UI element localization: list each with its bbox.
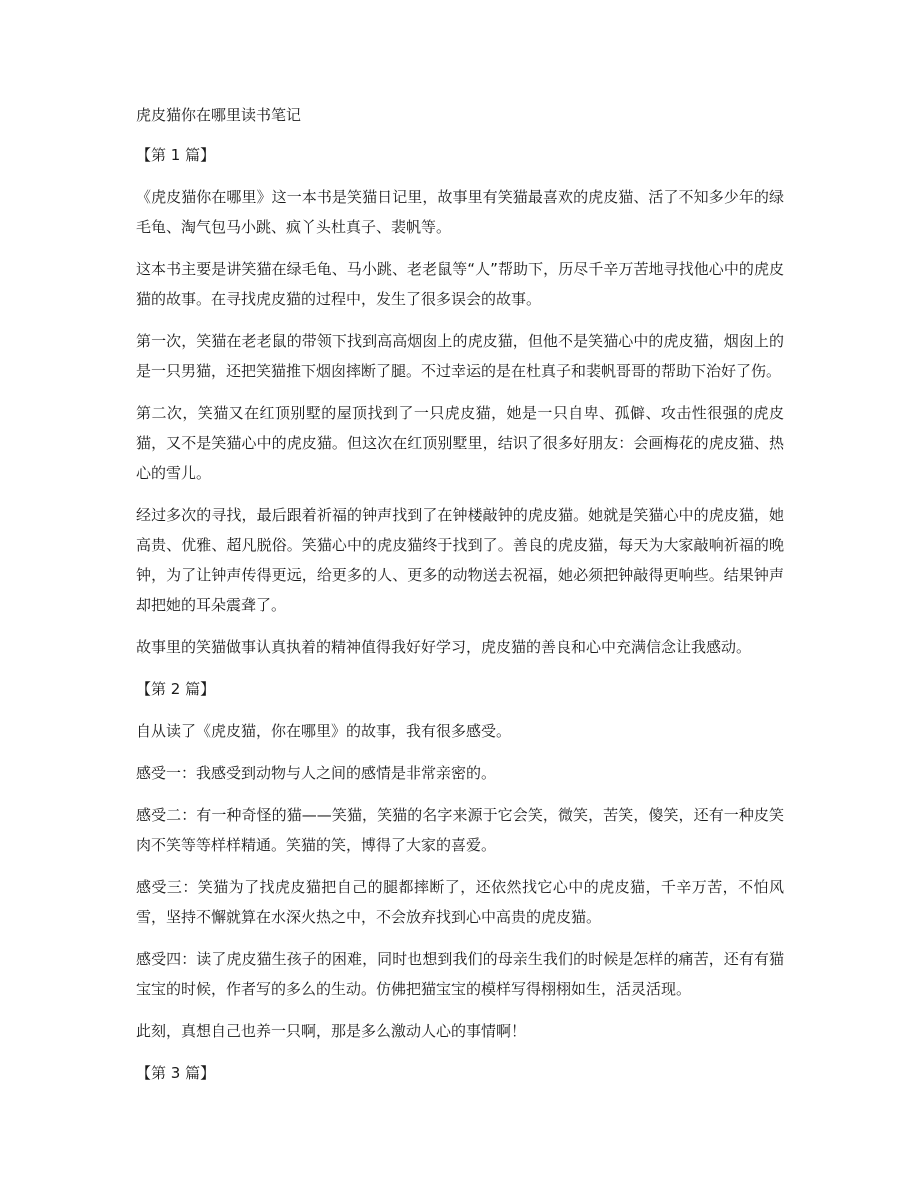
paragraph: 感受四：读了虎皮猫生孩子的困难，同时也想到我们的母亲生我们的时候是怎样的痛苦，还有有猫宝宝的时候，作者写的多么的生动。仿佛把猫宝宝的模样写得栩栩如生，活灵活现。 xyxy=(136,950,784,998)
section-1-heading: 【第 1 篇】 xyxy=(136,146,216,164)
paragraph: 这本书主要是讲笑猫在绿毛龟、马小跳、老老鼠等“人”帮助下，历尽千辛万苦地寻找他心中的虎皮猫的故事。在寻找虎皮猫的过程中，发生了很多误会的故事。 xyxy=(136,260,784,308)
paragraph: 《虎皮猫你在哪里》这一本书是笑猫日记里，故事里有笑猫最喜欢的虎皮猫、活了不知多少年的绿毛龟、淘气包马小跳、疯丫头杜真子、裴帆等。 xyxy=(136,188,784,236)
paragraph: 经过多次的寻找，最后跟着祈福的钟声找到了在钟楼敲钟的虎皮猫。她就是笑猫心中的虎皮猫，她高贵、优雅、超凡脱俗。笑猫心中的虎皮猫终于找到了。善良的虎皮猫，每天为大家敲响祈福的晚钟，为了让钟声传得更远，给更多的人、更多的动物送去祝福，她必须把钟敲得更响些。结果钟声却把她的耳朵震聋了。 xyxy=(136,506,784,614)
paragraph: 感受三：笑猫为了找虎皮猫把自己的腿都摔断了，还依然找它心中的虎皮猫，千辛万苦，不怕风雪，坚持不懈就算在水深火热之中，不会放弃找到心中高贵的虎皮猫。 xyxy=(136,878,784,926)
paragraph: 此刻，真想自己也养一只啊，那是多么激动人心的事情啊！ xyxy=(136,1022,527,1040)
section-2-heading: 【第 2 篇】 xyxy=(136,680,216,698)
section-3-heading: 【第 3 篇】 xyxy=(136,1064,216,1082)
paragraph: 第一次，笑猫在老老鼠的带领下找到高高烟囱上的虎皮猫，但他不是笑猫心中的虎皮猫，烟囱上的是一只男猫，还把笑猫推下烟囱摔断了腿。不过幸运的是在杜真子和裴帆哥哥的帮助下治好了伤。 xyxy=(136,332,784,380)
paragraph: 第二次，笑猫又在红顶别墅的屋顶找到了一只虎皮猫，她是一只自卑、孤僻、攻击性很强的虎皮猫，又不是笑猫心中的虎皮猫。但这次在红顶别墅里，结识了很多好朋友：会画梅花的虎皮猫、热心的雪儿。 xyxy=(136,404,784,482)
document-title: 虎皮猫你在哪里读书笔记 xyxy=(136,106,302,124)
paragraph: 感受二：有一种奇怪的猫——笑猫，笑猫的名字来源于它会笑，微笑，苦笑，傻笑，还有一种皮笑肉不笑等等样样精通。笑猫的笑，博得了大家的喜爱。 xyxy=(136,806,784,854)
paragraph: 感受一：我感受到动物与人之间的感情是非常亲密的。 xyxy=(136,764,497,782)
document-page xyxy=(136,100,784,1100)
paragraph: 自从读了《虎皮猫，你在哪里》的故事，我有很多感受。 xyxy=(136,722,512,740)
paragraph: 故事里的笑猫做事认真执着的精神值得我好好学习，虎皮猫的善良和心中充满信念让我感动。 xyxy=(136,638,752,656)
